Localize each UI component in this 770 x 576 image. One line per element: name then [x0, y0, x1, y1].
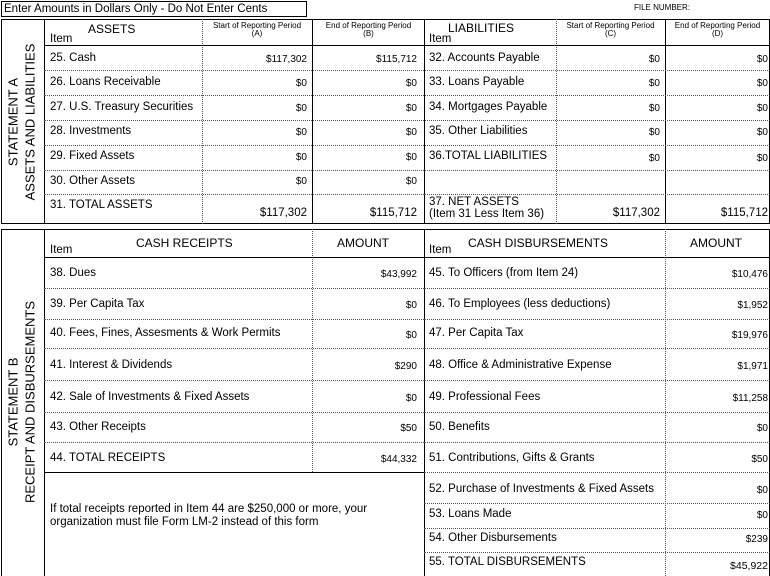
- liability-row-start[interactable]: $0: [648, 103, 660, 114]
- disb-row-amount[interactable]: $50: [751, 454, 768, 465]
- receipt-row-amount[interactable]: $50: [400, 423, 417, 434]
- disb-row-label: 53. Loans Made: [429, 508, 512, 520]
- instruction-text: Enter Amounts in Dollars Only - Do Not Enter Cents: [4, 3, 268, 15]
- lm2-note: If total receipts reported in Item 44 are $250,000 or more, your organization must file Form LM-2 instead of this form: [50, 503, 368, 528]
- asset-row-start[interactable]: $0: [295, 176, 307, 187]
- asset-row-end[interactable]: $0: [405, 78, 417, 89]
- receipt-row-amount[interactable]: $290: [394, 361, 417, 372]
- assets-header: ASSETS: [88, 22, 136, 36]
- assets-item-label: Item: [50, 33, 73, 45]
- liabilities-header: LIABILITIES: [448, 21, 515, 35]
- asset-row-label: 25. Cash: [50, 52, 97, 64]
- disb-row-label: 47. Per Capita Tax: [429, 327, 524, 339]
- receipts-header: CASH RECEIPTS: [136, 236, 233, 250]
- net-assets-label: 37. NET ASSETS (Item 31 Less Item 36): [429, 196, 545, 220]
- disb-header: CASH DISBURSEMENTS: [468, 236, 609, 250]
- liability-row-label: 34. Mortgages Payable: [429, 101, 548, 113]
- disb-row-label: 48. Office & Administrative Expense: [429, 359, 612, 371]
- statement-a-side-title: STATEMENT A ASSETS AND LIABILITIES: [5, 43, 38, 201]
- total-liabilities-end[interactable]: $0: [756, 153, 768, 164]
- asset-row-label: 29. Fixed Assets: [50, 150, 135, 162]
- disb-row-amount[interactable]: $239: [745, 534, 768, 545]
- receipt-row-amount[interactable]: $0: [405, 330, 417, 341]
- total-liabilities-label: 36.TOTAL LIABILITIES: [429, 150, 548, 162]
- total-assets-end[interactable]: $115,712: [369, 207, 417, 219]
- liability-row-end[interactable]: $0: [756, 78, 768, 89]
- asset-row-end[interactable]: $0: [405, 176, 417, 187]
- disb-amount-header: AMOUNT: [690, 236, 742, 250]
- liabilities-item-label: Item: [429, 33, 452, 45]
- disb-row-label: 49. Professional Fees: [429, 391, 541, 403]
- disb-row-label: 51. Contributions, Gifts & Grants: [429, 452, 595, 464]
- total-receipts-amount[interactable]: $44,332: [380, 454, 417, 465]
- disb-row-label: 50. Benefits: [429, 421, 490, 433]
- asset-row-end[interactable]: $0: [405, 127, 417, 138]
- disb-row-amount[interactable]: $1,952: [737, 300, 768, 311]
- asset-row-start[interactable]: $0: [295, 127, 307, 138]
- net-assets-end[interactable]: $115,712: [720, 207, 768, 219]
- receipt-row-label: 43. Other Receipts: [50, 421, 146, 433]
- liability-row-start[interactable]: $0: [648, 127, 660, 138]
- receipt-row-label: 41. Interest & Dividends: [50, 359, 173, 371]
- total-liabilities-start[interactable]: $0: [648, 153, 660, 164]
- asset-row-end[interactable]: $115,712: [376, 54, 417, 65]
- receipts-item-label: Item: [50, 244, 73, 256]
- disb-row-amount[interactable]: $10,476: [731, 269, 768, 280]
- asset-row-label: 30. Other Assets: [50, 175, 136, 187]
- asset-row-start[interactable]: $0: [295, 103, 307, 114]
- asset-row-label: 28. Investments: [50, 125, 132, 137]
- liability-row-end[interactable]: $0: [756, 103, 768, 114]
- receipt-row-label: 38. Dues: [50, 267, 97, 279]
- receipt-row-label: 40. Fees, Fines, Assesments & Work Permits: [50, 327, 281, 339]
- total-disbursements-amount[interactable]: $45,922: [730, 560, 768, 572]
- col-d-header: End of Reporting Period (D): [674, 21, 761, 39]
- receipt-row-label: 42. Sale of Investments & Fixed Assets: [50, 391, 250, 403]
- asset-row-label: 26. Loans Receivable: [50, 76, 161, 88]
- disb-row-amount[interactable]: $0: [756, 423, 768, 434]
- disb-row-amount[interactable]: $0: [756, 485, 768, 496]
- total-assets-start[interactable]: $117,302: [259, 207, 307, 219]
- liability-row-start[interactable]: $0: [648, 78, 660, 89]
- total-disbursements-label: 55. TOTAL DISBURSEMENTS: [429, 556, 586, 568]
- disb-item-label: Item: [429, 244, 452, 256]
- asset-row-end[interactable]: $0: [405, 103, 417, 114]
- disb-row-label: 45. To Officers (from Item 24): [429, 267, 579, 279]
- total-receipts-label: 44. TOTAL RECEIPTS: [50, 452, 166, 464]
- disb-row-amount[interactable]: $19,976: [731, 330, 768, 341]
- col-a-header: Start of Reporting Period (A): [212, 21, 302, 39]
- statement-b-side-title: STATEMENT B RECEIPT AND DISBURSEMENTS: [5, 300, 38, 504]
- col-b-header: End of Reporting Period (B): [325, 21, 412, 39]
- receipt-row-amount[interactable]: $0: [405, 300, 417, 311]
- receipt-row-label: 39. Per Capita Tax: [50, 298, 145, 310]
- receipt-row-amount[interactable]: $43,992: [380, 269, 417, 280]
- liability-row-label: 32. Accounts Payable: [429, 52, 540, 64]
- disb-row-amount[interactable]: $1,971: [737, 361, 768, 372]
- asset-row-start[interactable]: $0: [295, 78, 307, 89]
- asset-row-start[interactable]: $0: [295, 152, 307, 163]
- receipts-amount-header: AMOUNT: [337, 236, 389, 250]
- disb-row-amount[interactable]: $11,258: [732, 393, 768, 404]
- file-number-label: FILE NUMBER:: [634, 3, 691, 12]
- liability-row-end[interactable]: $0: [756, 54, 768, 65]
- net-assets-start[interactable]: $117,302: [612, 207, 660, 219]
- asset-row-end[interactable]: $0: [405, 152, 417, 163]
- total-assets-label: 31. TOTAL ASSETS: [50, 199, 153, 211]
- liability-row-label: 33. Loans Payable: [429, 76, 525, 88]
- asset-row-start[interactable]: $117,302: [266, 54, 307, 65]
- disb-row-label: 54. Other Disbursements: [429, 532, 557, 544]
- disb-row-label: 52. Purchase of Investments & Fixed Assets: [429, 483, 654, 495]
- liability-row-start[interactable]: $0: [648, 54, 660, 65]
- liability-row-label: 35. Other Liabilities: [429, 125, 528, 137]
- liability-row-end[interactable]: $0: [756, 127, 768, 138]
- receipt-row-amount[interactable]: $0: [405, 393, 417, 404]
- disb-row-amount[interactable]: $0: [756, 510, 768, 521]
- col-c-header: Start of Reporting Period (C): [566, 21, 655, 39]
- disb-row-label: 46. To Employees (less deductions): [429, 298, 611, 310]
- asset-row-label: 27. U.S. Treasury Securities: [50, 101, 194, 113]
